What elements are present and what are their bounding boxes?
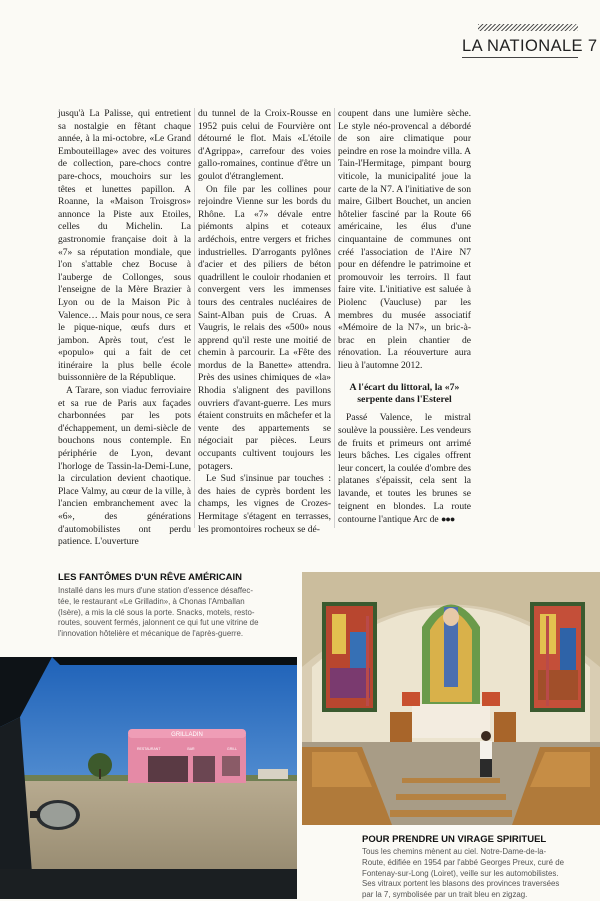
section-subhead [338, 382, 471, 406]
header-hatch [478, 24, 578, 31]
column-divider [194, 108, 195, 528]
caption-line: routes, souvent fermés, jalonnent ce qui fut une vitrine de [58, 618, 259, 628]
caption-title-right: POUR PRENDRE UN VIRAGE SPIRITUEL [362, 834, 547, 845]
caption-line: l'innovation hôtelière et mécanique de l'après-guerre. [58, 629, 244, 639]
paragraph [338, 412, 471, 526]
chapel-photo [302, 572, 600, 825]
caption-line: Route, édifiée en 1954 par l'abbé Georges Preux, curé de [362, 857, 564, 867]
caption-line: par la 7, symbolisée par un trait bleu en zigzag. [362, 890, 528, 900]
caption-line: Fontenay-sur-Long (Loiret), veille sur les automobilistes. [362, 868, 559, 878]
caption-text-left [58, 586, 258, 640]
paragraph: A Tarare, son viaduc ferroviaire et sa rue de Paris aux façades charbonnées par les pots d'échappement, un demi-siècle de bouchons nous contemple. En périphérie de Lyon, devant l'horloge de Tassin-la-Demi-Lune, la circulation devient chaotique. Place Valmy, au cœur de la ville, à l'ancien embranchement avec la «6», des générations d'automobilistes ont perdu patience. L'ouverture [58, 385, 191, 548]
caption-line: Installé dans les murs d'une station d'essence désaffec- [58, 586, 253, 595]
caption-line: Tous les chemins mènent au ciel. Notre-Dame-de-la- [362, 847, 547, 856]
end-mark: ●●● [441, 514, 455, 525]
photo-chapel [302, 572, 600, 825]
paragraph: On file par les collines pour rejoindre Vienne sur les bords du Rhône. La «7» dévale entre piémonts alpins et coteaux ardéchois, entre vergers et friches industrielles. D'arrogants pylônes d'acier et des piliers de béton quadrillent le couloir rhodanien et convergent vers les immenses tours des centrales nucléaires de Saint-Alban puis de Cruas. A Vaugris, le relais des «500» nous apprend qu'il reste une moitié de chemin à parcourir. La «Fête des mordus de la Banette» attendra. Près des usines chimiques de «la» Rhodia s'alignent des pavillons ouvriers d'avant-guerre. Les murs étaient construits en mâchefer et la vente des appartements se négociait par pièces. Leurs occupants cultivent toujours les potagers. [198, 183, 331, 472]
running-head: LA NATIONALE 7 [462, 37, 598, 55]
photo-restaurant [0, 657, 297, 899]
building [128, 729, 246, 783]
column-2 [198, 108, 331, 536]
header-rule [462, 57, 578, 58]
sign-left: RESTAURANT [137, 747, 161, 751]
sign-right: GRILL [227, 747, 238, 751]
column-1 [58, 108, 191, 549]
paragraph: Le Sud s'insinue par touches : des haies de cyprès bordent les champs, les vignes de Crozes-Hermitage s'étagent en terrasses, les promontoires rocheux se dé- [198, 473, 331, 535]
caption-line: tée, le restaurant «Le Grilladin», à Chonas l'Amballan [58, 596, 245, 606]
visitor [480, 731, 492, 777]
sign-top: GRILLADIN [171, 732, 203, 738]
restaurant-photo [0, 657, 297, 899]
caption-line: (Isère), a mis la clé sous la porte. Snacks, motels, resto- [58, 607, 255, 617]
paragraph: jusqu'à La Palisse, qui entretient sa nostalgie en fêtant chaque année, à la mi-octobre, «Le Grand Embouteillage» avec des voitures de collection, pare-chocs contre pare-chocs, mouchoirs sur les têtes et lunettes papillon. A Roanne, la «Maison Troisgros» annonce la Piste aux Etoiles, celles du Michelin. La gastronomie française doit à la «7» sa réputation mondiale, que l'on s'attable chez Bocuse à l'auberge de Collonges, sous l'enseigne de la Mère Brazier à Lyon ou de la Maison Pic à Valence… Mais pour nous, ce sera le pique-nique, œufs durs et jambon. Après tout, c'est le «populo» qui a fait de cet itinéraire la plus belle école buissonnière de la République. [58, 108, 191, 384]
column-divider [334, 108, 335, 528]
caption-text-right [362, 847, 564, 901]
stained-glass-right [530, 602, 585, 712]
sign-mid: BAR [187, 747, 195, 751]
column-3 [338, 108, 471, 527]
caption-title-left: LES FANTÔMES D'UN RÊVE AMÉRICAIN [58, 572, 243, 583]
subhead-line: A l'écart du littoral, la «7» [349, 382, 460, 394]
paragraph-text: Passé Valence, le mistral soulève la poussière. Les vendeurs de fruits et primeurs ont arrimé leurs bâches. Les cigales offrent leur concert, la coulée d'ombre des platanes s'épaissit, cela sent la lavande, et toutes les brunes se teignent en blondes. La route contourne l'antique Arc de [338, 412, 471, 526]
paragraph: du tunnel de la Croix-Rousse en 1952 puis celui de Fourvière ont détourné le flot. Mais «L'étoile d'Agrippa», carrefour des voies gallo-romaines, continue d'être un goulot d'étranglement. [198, 108, 331, 182]
caption-line: Ses vitraux portent les blasons des provinces traversées [362, 879, 560, 889]
paragraph: coupent dans une lumière sèche. Le style néo-provencal a débordé de son aire climatique pour peindre en rose la moindre villa. A Tain-l'Hermitage, pimpant bourg viticole, la municipalité joue la carte de la N7. A l'initiative de son maire, Gilbert Bouchet, un ancien hôtelier fasciné par la Route 66 américaine, les élus d'une cinquantaine de communes ont créé l'association de l'Aire N7 pour en défendre le patrimoine et promouvoir les terroirs. Il faut faire vite. L'initiative est saluée à Piolenc (Vaucluse) par les membres du musée associatif «Mémoire de la N7», un bric-à-brac en plein chantier de rénovation. La réouverture aura lieu à l'automne 2012. [338, 108, 471, 371]
subhead-line: serpente dans l'Esterel [357, 394, 452, 406]
